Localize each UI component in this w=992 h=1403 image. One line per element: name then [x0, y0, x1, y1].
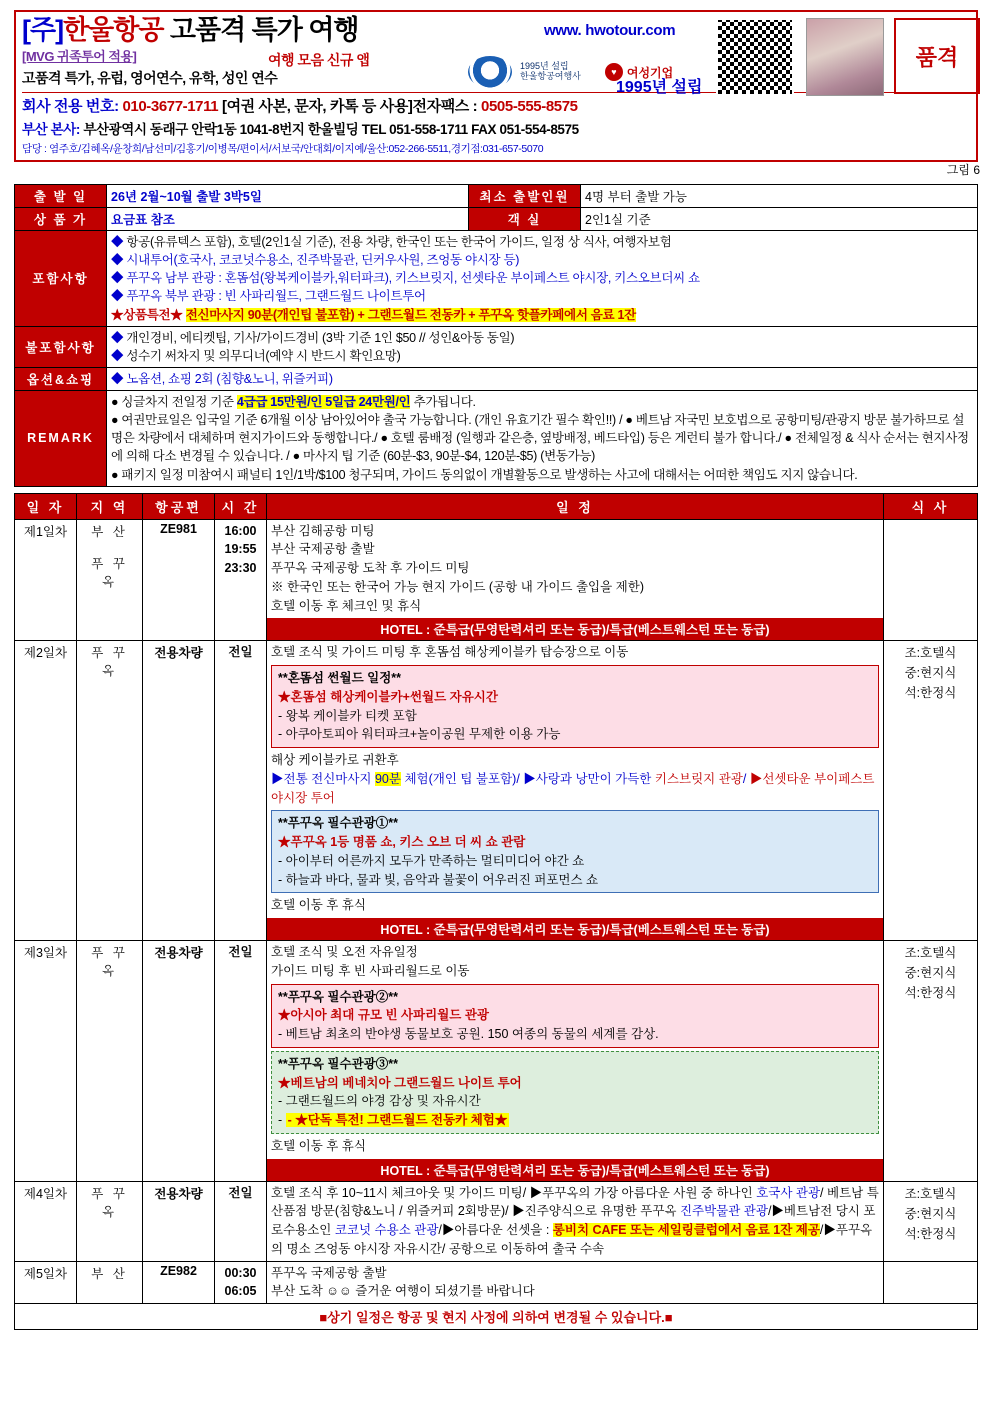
meal-cell [884, 1261, 978, 1304]
exclude-cell [107, 326, 978, 367]
itinerary-paragraph: 호텔 조식 후 10~11시 체크아웃 및 가이드 미팅/ ▶푸꾸옥의 가장 아름다운 사원 중 하나인 호국사 관광/ 베트남 특산품점 방문(침향&노니 / 위즐커피 2회방문)/ ▶진주양식으로 유명한 푸꾸옥 진주박물관 관광/▶베트남전 당시 포로수용소인 코코넛 수용소 관광/▶아름다운 선셋을 : 롱비치 CAFE 또는 세일링클럽에서 음료 1잔 제공/▶푸꾸옥의 명소 즈엉동 야시장 자유시간/ 공항으로 이동하여 출국 수속 [271, 1185, 879, 1256]
special-offer-label: ★상품특전★ [111, 307, 183, 322]
meal-line: 조:호텔식 [904, 646, 957, 661]
box-line: - 왕복 케이블카 티켓 포함 [278, 708, 417, 723]
hotel-bar: HOTEL : 준특급(무영탄력셔리 또는 동급)/특급(베스트웨스턴 또는 동급) [267, 1159, 883, 1181]
transport: 전용차량 [143, 641, 215, 941]
itinerary-line: ※ 한국인 또는 한국어 가능 현지 가이드 (공항 내 가이드 출입을 제한) [271, 579, 644, 594]
table-row [15, 1181, 978, 1261]
table-row [15, 391, 978, 487]
itinerary-footnote: ■상기 일정은 항공 및 현지 사정에 의하여 변경될 수 있습니다.■ [14, 1304, 978, 1330]
time-line: 19:55 [224, 542, 257, 557]
include-cell [107, 231, 978, 327]
time-line: 23:30 [224, 561, 257, 576]
building-photo [806, 18, 884, 96]
hotel-bar: HOTEL : 준특급(무영탄력셔리 또는 동급)/특급(베스트웨스턴 또는 동급) [267, 618, 883, 640]
brand-suffix: 고품격 특가 여행 [169, 15, 359, 45]
box-line: - 하늘과 바다, 물과 빛, 음악과 불꽃이 어우러진 퍼포먼스 쇼 [278, 872, 599, 887]
box-line: - 아쿠아토피아 워터파크+놀이공원 무제한 이용 가능 [278, 727, 561, 742]
time-line: 16:00 [224, 523, 257, 538]
col-time: 시 간 [215, 493, 267, 519]
staff-row: 담당 : 염주호/김혜옥/윤창희/남선미/김홍기/이병목/편이서/서보국/안대회/이지예/울산:052-266-5511,경기점:031-657-5070 [22, 143, 544, 156]
area-cell: 푸 꾸 옥 [77, 1181, 143, 1261]
itinerary-line: 부산 도착 ☺☺ 즐거운 여행이 되셨기를 바랍니다 [271, 1284, 535, 1299]
flight-code: ZE981 [143, 519, 215, 641]
cert-line1: 1995년 설립 [520, 61, 569, 72]
meal-cell [884, 1181, 978, 1261]
table-row [15, 208, 978, 231]
meal-line: 중:현지식 [904, 966, 957, 981]
highlight-box-sunworld [271, 665, 879, 748]
table-row [15, 367, 978, 390]
exclude-item: ◆ 성수기 써차지 및 의무디너(예약 시 반드시 확인요망) [111, 348, 401, 363]
highlight-box-must-see-3 [271, 1051, 879, 1134]
mvg-label: [MVG 귀족투어 적용] [22, 49, 137, 65]
itinerary-line: 호텔 조식 및 오전 자유일정 [271, 945, 418, 960]
box-line: - 그랜드월드의 야경 감상 및 자유시간 [278, 1094, 481, 1109]
itinerary-line: 가이드 미팅 후 빈 사파리월드로 이동 [271, 963, 470, 978]
since-label: 1995년 설립 [616, 79, 703, 96]
app-promo-text: 여행 모음 신규 앱 [268, 52, 370, 68]
itinerary-cell [267, 941, 884, 1182]
phone-label: 회사 전용 번호: [22, 98, 119, 116]
itinerary-line: 해상 케이블카로 귀환후 [271, 753, 399, 768]
phone-row [22, 95, 970, 116]
price-label: 상 품 가 [15, 208, 107, 231]
itinerary-line: 호텔 조식 및 가이드 미팅 후 혼똠섬 해상케이블카 탑승장으로 이동 [271, 645, 629, 660]
itinerary-line: 푸꾸옥 국제공항 출발 [271, 1265, 387, 1280]
box-title: **푸꾸옥 필수관광③** [278, 1056, 398, 1071]
time-cell: 전일 [215, 1181, 267, 1261]
box-line: ★베트남의 베네치아 그랜드월드 나이트 투어 [278, 1075, 522, 1090]
remark-cell [107, 391, 978, 487]
box-line: ★아시아 최대 규모 빈 사파리월드 관광 [278, 1008, 489, 1023]
itinerary-table [14, 493, 978, 1305]
col-area: 지 역 [77, 493, 143, 519]
figure-caption: 그림 6 [946, 163, 980, 177]
time-cell [215, 519, 267, 641]
room-label: 객 실 [469, 208, 581, 231]
day-label: 제4일차 [15, 1181, 77, 1261]
include-item: ◆ 푸꾸옥 북부 관광 : 빈 사파리월드, 그랜드월드 나이트투어 [111, 289, 426, 304]
qr-code-icon[interactable] [716, 18, 794, 96]
table-row [15, 231, 978, 327]
col-flight: 항공편 [143, 493, 215, 519]
option-cell [107, 367, 978, 390]
hotel-bar: HOTEL : 준특급(무영탄력셔리 또는 동급)/특급(베스트웨스턴 또는 동급) [267, 918, 883, 940]
option-item: ◆ 노옵션, 쇼핑 2회 (침향&노니, 위즐커피) [111, 371, 333, 386]
meal-line: 조:호텔식 [904, 946, 957, 961]
include-item: ◆ 항공(유류텍스 포함), 호텔(2인1실 기준), 전용 차량, 한국인 또는 한국어 가이드, 일정 상 식사, 여행자보험 [111, 235, 672, 249]
table-row [15, 1261, 978, 1304]
itinerary-line: ▶전통 전신마사지 90분 체험(개인 팁 불포함)/ ▶사랑과 낭만이 가득한 키스브릿지 관광/ ▶선셋타운 부이페스트 야시장 투어 [271, 771, 875, 805]
company-header [14, 10, 980, 177]
cert-text [520, 62, 581, 82]
fax-number: 0505-555-8575 [481, 98, 578, 116]
special-offer-row [111, 306, 973, 324]
table-row [15, 941, 978, 1182]
itinerary-line: 부산 김해공항 미팅 [271, 523, 375, 538]
itinerary-header-row [15, 493, 978, 519]
area-cell: 부 산 [77, 1261, 143, 1304]
depart-date-value: 26년 2월~10월 출발 3박5일 [107, 185, 469, 208]
area-cell [77, 519, 143, 641]
min-pax-value: 4명 부터 출발 가능 [581, 185, 978, 208]
include-item: ◆ 시내투어(호국사, 코코넛수용소, 진주박물관, 딘커우사원, 즈엉동 야시장 등) [111, 253, 520, 268]
brand-prefix: [주] [22, 15, 64, 45]
box-line: ★혼똠섬 해상케이블카+썬월드 자유시간 [278, 689, 498, 704]
remark-label: REMARK [15, 391, 107, 487]
fax-label: 전자팩스 : [412, 98, 478, 116]
meal-line: 석:한정식 [904, 986, 957, 1001]
col-day: 일 자 [15, 493, 77, 519]
meal-line: 석:한정식 [904, 686, 957, 701]
box-line: - - ★단독 특전! 그랜드월드 전동카 체험★ [278, 1113, 508, 1128]
address-label: 부산 본사: [22, 122, 81, 138]
time-line: 00:30 [224, 1265, 257, 1280]
area-line: 푸 꾸 옥 [91, 556, 128, 589]
day-label: 제2일차 [15, 641, 77, 941]
transport: 전용차량 [143, 1181, 215, 1261]
area-cell: 푸 꾸 옥 [77, 641, 143, 941]
box-title: **푸꾸옥 필수관광②** [278, 989, 398, 1004]
day-label: 제3일차 [15, 941, 77, 1182]
address-row [22, 118, 970, 138]
meal-cell [884, 519, 978, 641]
highlight-box-must-see-1 [271, 810, 879, 893]
min-pax-label: 최소 출발인원 [469, 185, 581, 208]
table-row [15, 641, 978, 941]
flight-code: ZE982 [143, 1261, 215, 1304]
woman-enterprise-icon: ♥ [605, 63, 623, 81]
exclude-label: 불포함사항 [15, 326, 107, 367]
option-label: 옵션&쇼핑 [15, 367, 107, 390]
highlight-box-must-see-2 [271, 984, 879, 1048]
itinerary-cell [267, 1181, 884, 1261]
time-cell: 전일 [215, 641, 267, 941]
phone-number[interactable]: 010-3677-1711 [122, 98, 219, 116]
box-title: **혼똠섬 썬월드 일정** [278, 671, 402, 686]
box-line: ★푸꾸옥 1등 명품 쇼, 키스 오브 더 씨 쇼 관람 [278, 835, 526, 850]
price-value: 요금표 참조 [107, 208, 469, 231]
header-subtitle: 고품격 특가, 유럽, 영어연수, 유학, 성인 연수 [22, 70, 278, 87]
itinerary-cell [267, 1261, 884, 1304]
remark-item: ● 패키지 일정 미참여시 패널티 1인/1박/$100 청구되며, 가이드 동의없이 개별활동으로 발생하는 사고에 대해서는 어떠한 책임도 지지 않습니다. [111, 467, 858, 482]
depart-date-label: 출 발 일 [15, 185, 107, 208]
woman-enterprise-label: 여성기업 [626, 65, 674, 80]
meal-cell [884, 641, 978, 941]
area-cell: 푸 꾸 옥 [77, 941, 143, 1182]
remark-item: ● 여권만료일은 입국일 기준 6개월 이상 남아있어야 출국 가능합니다. (개인 유효기간 필수 확인!!) / ● 베트남 자국민 보호법으로 공항미팅/관광지 방문 불가하므로 설명은 차량에서 대체하며 현지가이드와 동행합니다./ ● 호텔 룸배정 (일행과 같은층, 옆방배정, 베드타입) 등은 게런티 불가 합니다./ ● 전체일정 & 식사 순서는 현지사정에 의해 다소 변경될 수 있습니다. / ● 마사지 팁 기준 (60분-$3, 90분-$4, 120분-$5) (변동가능) [111, 413, 969, 464]
table-row [15, 326, 978, 367]
address-text: 부산광역시 동래구 안락1동 1041-8번지 한울빌딩 [83, 122, 359, 138]
time-cell [215, 1261, 267, 1304]
itinerary-cell [267, 641, 884, 941]
col-itinerary: 일 정 [267, 493, 884, 519]
itinerary-line: 호텔 이동 후 체크인 및 휴식 [271, 598, 422, 613]
office-fax: FAX 051-554-8575 [471, 122, 579, 138]
day-label: 제1일차 [15, 519, 77, 641]
meal-line: 중:현지식 [904, 666, 957, 681]
include-item: ◆ 푸꾸옥 남부 관광 : 혼똠섬(왕복케이블카,워터파크), 키스브릿지, 선셋타운 부이페스트 야시장, 키스오브더씨 쇼 [111, 271, 700, 286]
itinerary-line: 호텔 이동 후 휴식 [271, 898, 366, 913]
itinerary-line: 부산 국제공항 출발 [271, 542, 375, 557]
special-offer-value: 전신마사지 90분(개인팁 불포함) + 그랜드월드 전동카 + 푸꾸옥 핫플카페에서 음료 1잔 [185, 307, 636, 322]
area-line: 부 산 [91, 524, 128, 539]
box-line: - 아이부터 어른까지 모두가 만족하는 멀티미디어 야간 쇼 [278, 853, 585, 868]
meal-cell [884, 941, 978, 1182]
exclude-item: ◆ 개인경비, 에티켓팁, 기사/가이드경비 (3박 기준 1인 $50 // 성인&아동 동일) [111, 330, 515, 345]
table-row [15, 519, 978, 641]
since-seal-icon: 1995 [468, 56, 512, 88]
room-value: 2인1실 기준 [581, 208, 978, 231]
brand-main: 한울항공 [63, 15, 164, 45]
itinerary-line: 호텔 이동 후 휴식 [271, 1138, 366, 1153]
meal-line: 석:한정식 [904, 1226, 957, 1241]
itinerary-line: 푸꾸옥 국제공항 도착 후 가이드 미팅 [271, 561, 470, 576]
itinerary-cell [267, 519, 884, 641]
phone-note: [여권 사본, 문자, 카톡 등 사용] [221, 98, 413, 116]
meal-line: 중:현지식 [904, 1206, 957, 1221]
day-label: 제5일차 [15, 1261, 77, 1304]
transport: 전용차량 [143, 941, 215, 1182]
cert-line2: 한울항공여행사 [520, 71, 581, 81]
product-info-table [14, 184, 978, 487]
time-cell: 전일 [215, 941, 267, 1182]
box-title: **푸꾸옥 필수관광①** [278, 816, 398, 831]
office-tel: TEL 051-558-1711 [361, 122, 468, 138]
meal-line: 조:호텔식 [904, 1186, 957, 1201]
include-label: 포함사항 [15, 231, 107, 327]
company-website[interactable]: www. hwotour.com [544, 22, 676, 39]
table-row [15, 185, 978, 208]
remark-single: ● 싱글차지 전일정 기준 4급급 15만원/인 5일급 24만원/인 추가됩니다. [111, 395, 476, 409]
box-line: - 베트남 최초의 반야생 동물보호 공원. 150 여종의 동물의 세계를 감상. [278, 1027, 659, 1042]
time-line: 06:05 [224, 1284, 257, 1299]
col-meal: 식 사 [884, 493, 978, 519]
quality-badge: 품격 [894, 18, 980, 94]
